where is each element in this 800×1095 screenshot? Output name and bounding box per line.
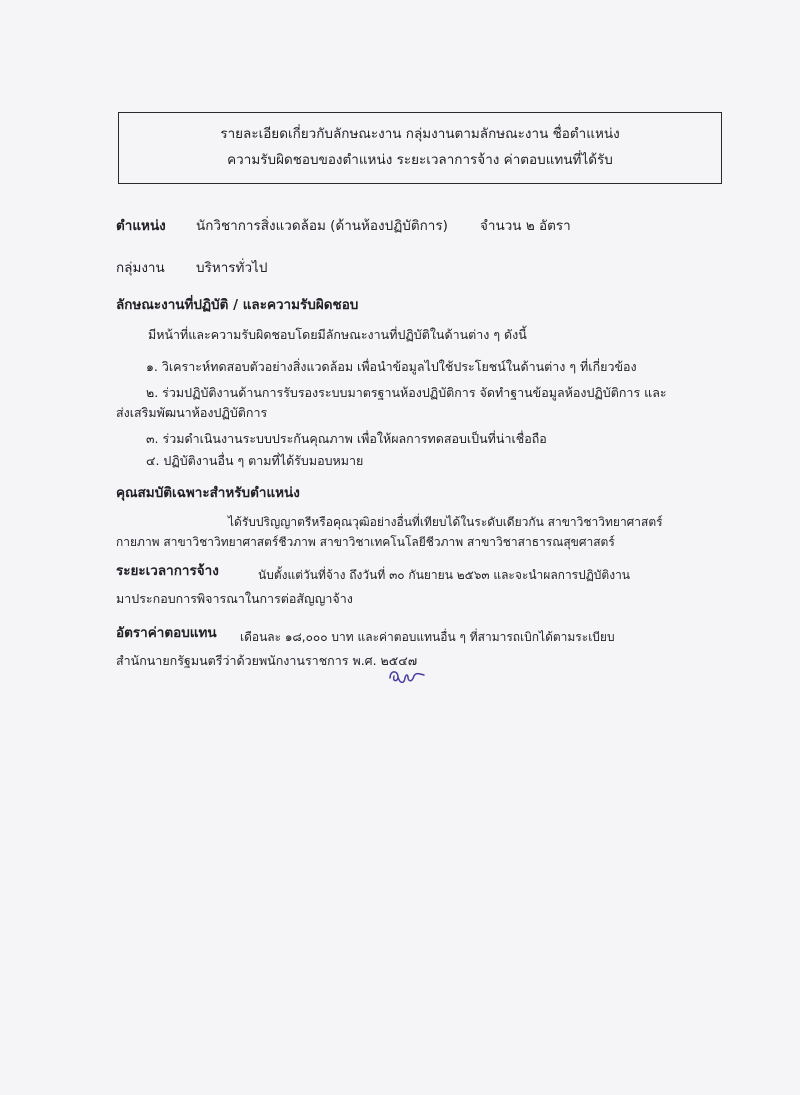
duty-item-3: ๓. ร่วมดำเนินงานระบบประกันคุณภาพ เพื่อให้ผลการทดสอบเป็นที่น่าเชื่อถือ	[146, 431, 547, 446]
duties-intro: มีหน้าที่และความรับผิดชอบโดยมีลักษณะงานที่ปฏิบัติในด้านต่าง ๆ ดังนี้	[148, 327, 527, 342]
position-label: ตำแหน่ง	[116, 218, 166, 234]
signature-initials	[386, 666, 426, 688]
title-box	[118, 112, 722, 184]
period-line-1: นับตั้งแต่วันที่จ้าง ถึงวันที่ ๓๐ กันยายน ๒๕๖๓ และจะนำผลการปฏิบัติงาน	[258, 568, 631, 582]
position-count: จำนวน ๒ อัตรา	[480, 218, 571, 234]
group-label: กลุ่มงาน	[116, 260, 165, 276]
qualification-line-2: กายภาพ สาขาวิชาวิทยาศาสตร์ชีวภาพ สาขาวิชาเทคโนโลยีชีวภาพ สาขาวิชาสาธารณสุขศาสตร์	[116, 535, 615, 549]
duty-item-1: ๑. วิเคราะห์ทดสอบตัวอย่างสิ่งแวดล้อม เพื่อนำข้อมูลไปใช้ประโยชน์ในด้านต่าง ๆ ที่เกี่ยวข้อง	[146, 359, 637, 374]
duty-item-2: ๒. ร่วมปฏิบัติงานด้านการรับรองระบบมาตรฐานห้องปฏิบัติการ จัดทำฐานข้อมูลห้องปฏิบัติการ และ	[146, 385, 667, 400]
compensation-label: อัตราค่าตอบแทน	[116, 625, 217, 641]
period-line-2: มาประกอบการพิจารณาในการต่อสัญญาจ้าง	[116, 591, 353, 606]
qualification-heading: คุณสมบัติเฉพาะสำหรับตำแหน่ง	[116, 485, 300, 501]
period-label: ระยะเวลาการจ้าง	[116, 563, 219, 579]
compensation-line-2: สำนักนายกรัฐมนตรีว่าด้วยพนักงานราชการ พ.ศ. ๒๕๔๗	[116, 653, 418, 668]
title-line-2: ความรับผิดชอบของตำแหน่ง ระยะเวลาการจ้าง ค่าตอบแทนที่ได้รับ	[227, 152, 613, 168]
duties-heading: ลักษณะงานที่ปฏิบัติ / และความรับผิดชอบ	[116, 297, 359, 313]
compensation-line-1: เดือนละ ๑๘,๐๐๐ บาท และค่าตอบแทนอื่น ๆ ที่สามารถเบิกได้ตามระเบียบ	[240, 630, 615, 644]
duty-item-2-cont: ส่งเสริมพัฒนาห้องปฏิบัติการ	[116, 405, 268, 420]
qualification-line-1: ได้รับปริญญาตรีหรือคุณวุฒิอย่างอื่นที่เทียบได้ในระดับเดียวกัน สาขาวิชาวิทยาศาสตร์	[228, 515, 663, 529]
position-value: นักวิชาการสิ่งแวดล้อม (ด้านห้องปฏิบัติการ)	[196, 218, 448, 234]
duty-item-4: ๔. ปฏิบัติงานอื่น ๆ ตามที่ได้รับมอบหมาย	[146, 453, 364, 468]
group-value: บริหารทั่วไป	[196, 260, 268, 276]
title-line-1: รายละเอียดเกี่ยวกับลักษณะงาน กลุ่มงานตามลักษณะงาน ชื่อตำแหน่ง	[220, 126, 620, 142]
